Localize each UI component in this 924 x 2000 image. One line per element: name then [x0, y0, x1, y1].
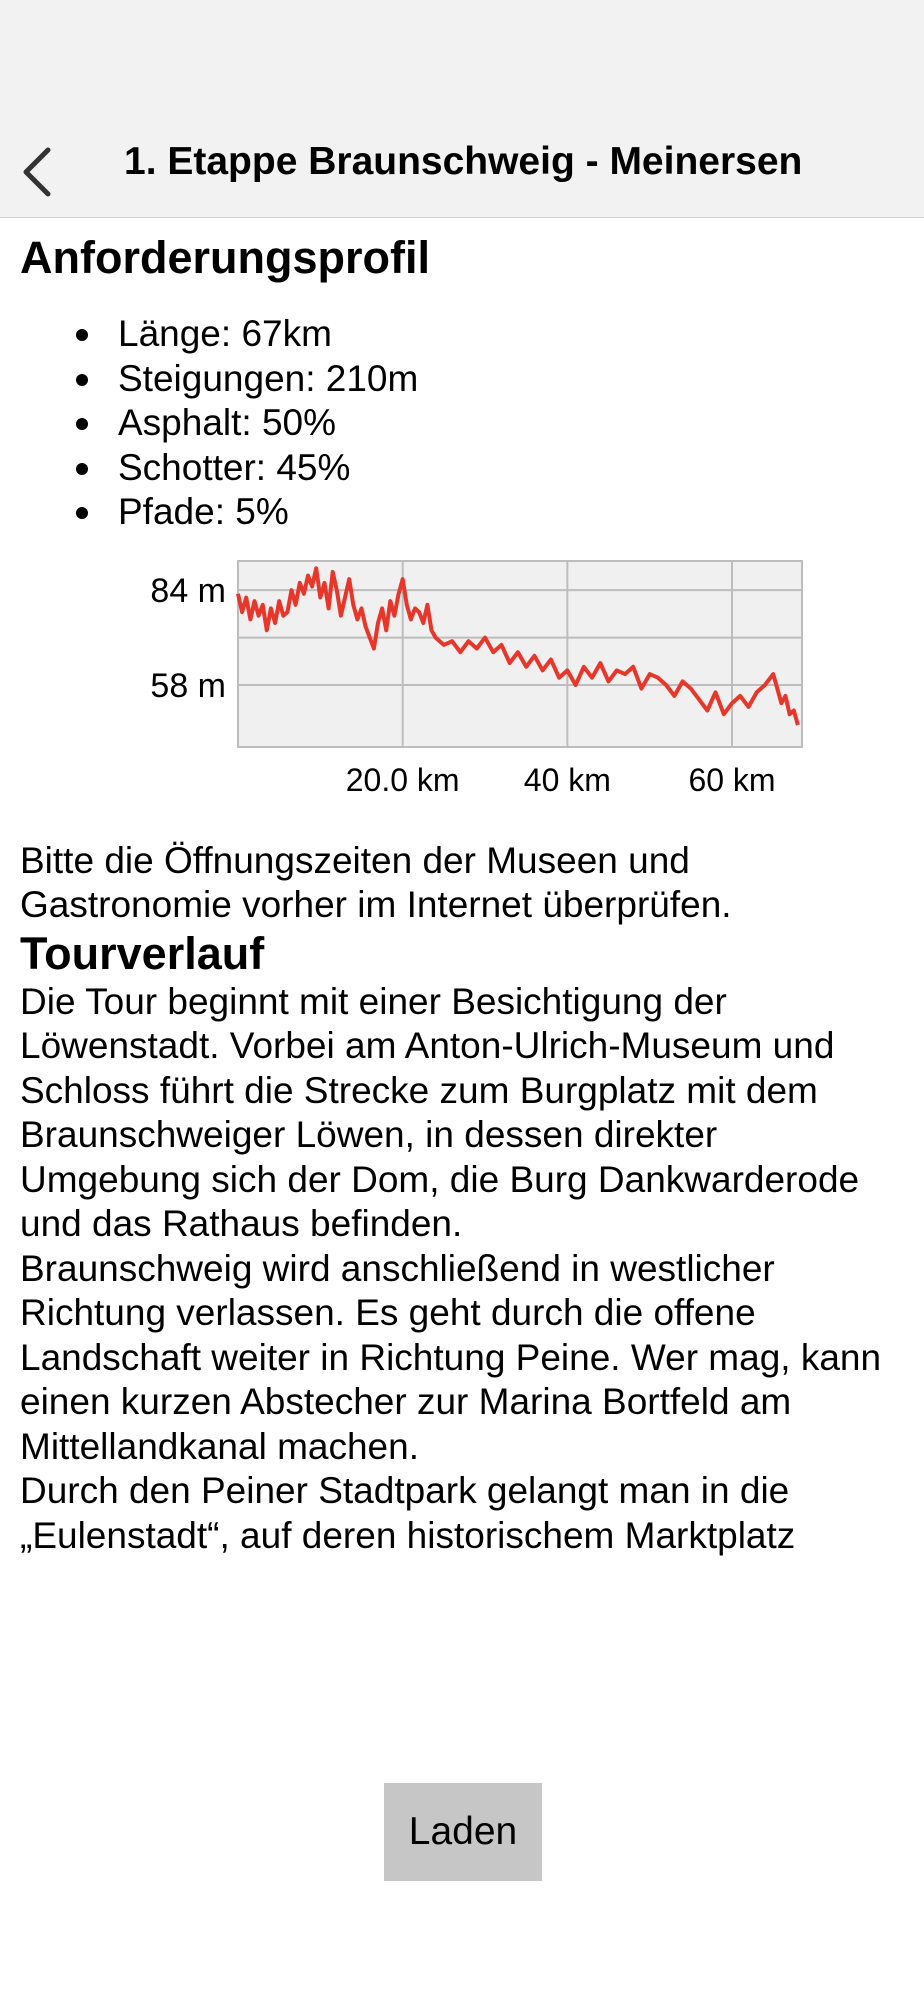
chevron-left-icon: [12, 134, 72, 204]
load-button[interactable]: Laden: [384, 1783, 542, 1881]
page-title: 1. Etappe Braunschweig - Meinersen: [124, 140, 803, 183]
heading-anforderungsprofil: Anforderungsprofil: [20, 232, 430, 283]
back-button[interactable]: [12, 134, 72, 204]
list-item: Asphalt: 50%: [118, 401, 904, 446]
y-tick-label: 84 m: [150, 571, 226, 610]
list-item: Schotter: 45%: [118, 446, 904, 491]
list-item: Steigungen: 210m: [118, 357, 904, 402]
tour-paragraph: Durch den Peiner Stadtpark gelangt man in die „Eulenstadt“, auf deren historischem Marktplatz: [20, 1470, 796, 1556]
x-tick-label: 60 km: [688, 761, 776, 798]
x-tick-label: 40 km: [523, 761, 611, 798]
list-item: Länge: 67km: [118, 312, 904, 357]
y-tick-label: 58 m: [150, 666, 226, 705]
elevation-chart: [20, 549, 904, 839]
status-bar: [0, 0, 924, 120]
navigation-bar: [0, 120, 924, 218]
x-tick-label: 20.0 km: [345, 761, 460, 798]
tour-paragraph: Braunschweig wird anschließend in westlicher Richtung verlassen. Es geht durch die offene Landschaft weiter in Richtung Peine. Wer mag, kann einen kurzen Abstecher zur Marina Bortfeld am Mittellandkanal machen.: [20, 1247, 882, 1467]
heading-tourverlauf: Tourverlauf: [20, 927, 265, 979]
tour-paragraph: Die Tour beginnt mit einer Besichtigung der Löwenstadt. Vorbei am Anton-Ulrich-Museum und Schloss führt die Strecke zum Burgplatz mit dem Braunschweiger Löwen, in dessen direkter Umgebung sich der Dom, die Burg Dankwarderode und das Rathaus befinden.: [20, 980, 860, 1244]
content-scroll-area[interactable]: [0, 218, 924, 1745]
opening-hours-note: Bitte die Öffnungszeiten der Museen und Gastronomie vorher im Internet überprüfen.: [20, 839, 732, 925]
list-item: Pfade: 5%: [118, 490, 904, 535]
requirements-list: [20, 312, 904, 535]
elevation-chart-svg: [20, 549, 904, 839]
